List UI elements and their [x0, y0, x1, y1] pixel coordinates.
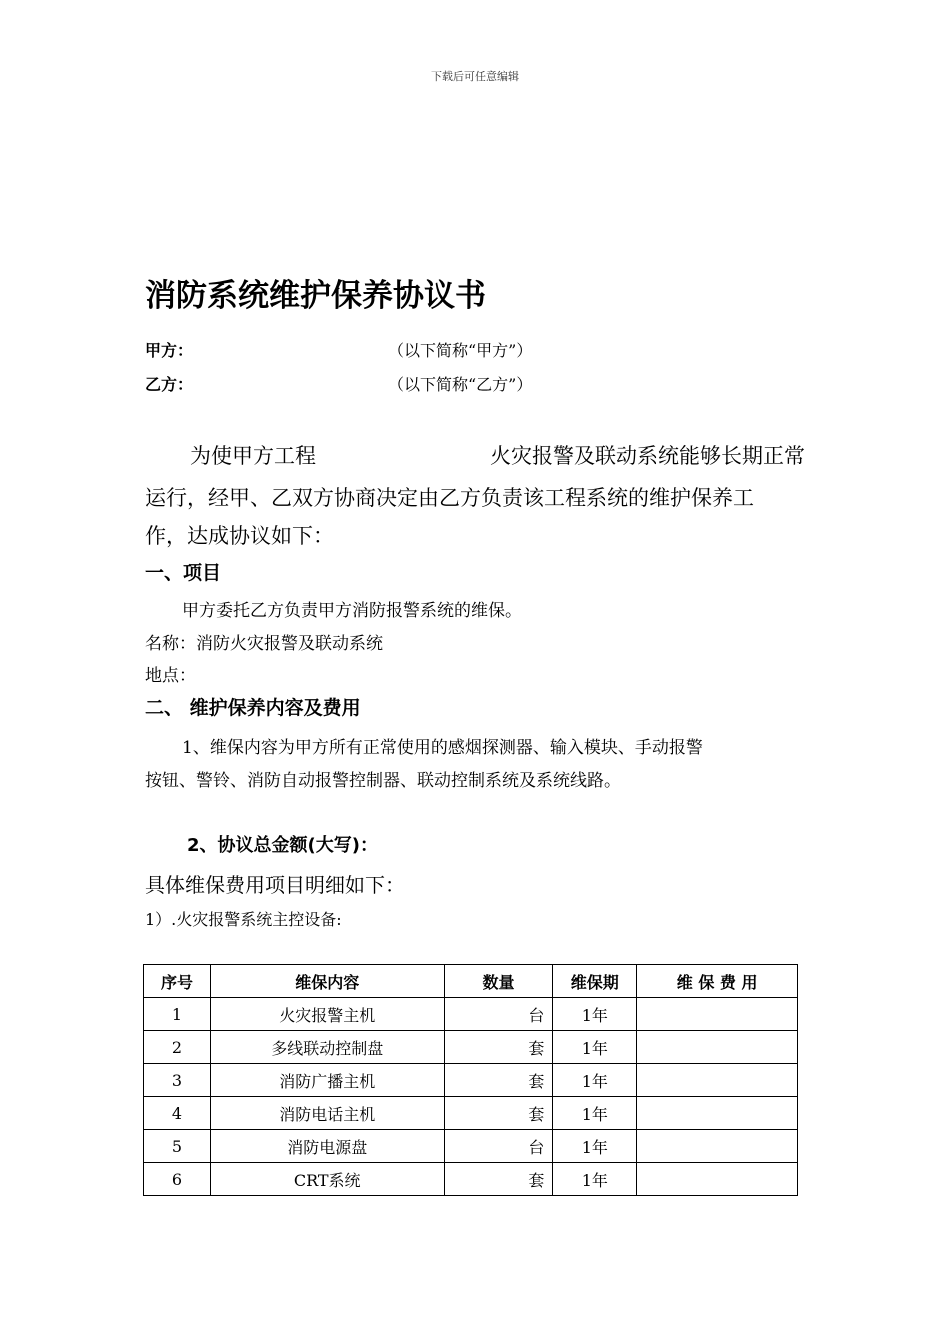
cell-period: 1年	[553, 1163, 637, 1196]
cell-fee	[637, 1031, 798, 1064]
cell-number: 5	[144, 1130, 211, 1163]
system-name-line: 名称：消防火灾报警及联动系统	[145, 634, 383, 654]
intro-line-1-end: 火灾报警及联动系统能够长期正常	[490, 444, 805, 468]
col-header-number: 序号	[144, 965, 211, 998]
cell-number: 4	[144, 1097, 211, 1130]
cell-content: CRT系统	[210, 1163, 444, 1196]
location-line: 地点：	[145, 666, 196, 686]
table-row	[144, 1064, 798, 1097]
section-2-heading: 二、 维护保养内容及费用	[145, 697, 361, 719]
cell-period: 1年	[553, 998, 637, 1031]
cell-number: 1	[144, 998, 211, 1031]
maintenance-scope-line-2: 按钮、警铃、消防自动报警控制器、联动控制系统及系统线路。	[145, 771, 621, 791]
cell-period: 1年	[553, 1031, 637, 1064]
cell-quantity: 套	[444, 1163, 553, 1196]
cell-content: 消防电源盘	[210, 1130, 444, 1163]
section-1-paragraph: 甲方委托乙方负责甲方消防报警系统的维保。	[182, 601, 522, 621]
cell-quantity: 台	[444, 998, 553, 1031]
section-1-heading: 一、项目	[145, 562, 222, 584]
equipment-subheading: 1）.火灾报警系统主控设备:	[145, 910, 342, 929]
cell-number: 3	[144, 1064, 211, 1097]
col-header-period: 维保期	[553, 965, 637, 998]
cell-content: 消防电话主机	[210, 1097, 444, 1130]
cell-quantity: 套	[444, 1031, 553, 1064]
cell-fee	[637, 1130, 798, 1163]
cell-fee	[637, 998, 798, 1031]
document-title: 消防系统维护保养协议书	[145, 278, 486, 314]
col-header-content: 维保内容	[210, 965, 444, 998]
intro-line-1-start: 为使甲方工程	[190, 444, 316, 468]
table-row	[144, 1130, 798, 1163]
table-row	[144, 1163, 798, 1196]
cell-fee	[637, 1163, 798, 1196]
cell-period: 1年	[553, 1130, 637, 1163]
fee-table	[143, 964, 798, 1196]
maintenance-scope-line-1: 1、维保内容为甲方所有正常使用的感烟探测器、输入模块、手动报警	[182, 738, 703, 758]
intro-line-2: 运行，经甲、乙双方协商决定由乙方负责该工程系统的维护保养工	[145, 486, 754, 510]
party-a-label: 甲方：	[145, 341, 194, 360]
table-row	[144, 1097, 798, 1130]
cell-quantity: 套	[444, 1097, 553, 1130]
table-row	[144, 1031, 798, 1064]
table-row	[144, 998, 798, 1031]
cell-number: 6	[144, 1163, 211, 1196]
col-header-fee: 维 保 费 用	[637, 965, 798, 998]
cell-fee	[637, 1064, 798, 1097]
cell-quantity: 套	[444, 1064, 553, 1097]
party-b-note: （以下简称“乙方”）	[388, 375, 533, 394]
party-a-note: （以下简称“甲方”）	[388, 341, 533, 360]
cell-number: 2	[144, 1031, 211, 1064]
table-header-row	[144, 965, 798, 998]
intro-line-3: 作，达成协议如下：	[145, 524, 334, 548]
party-b-label: 乙方：	[145, 375, 194, 394]
total-amount-line: 2、协议总金额(大写)：	[187, 835, 378, 856]
cell-period: 1年	[553, 1097, 637, 1130]
cell-period: 1年	[553, 1064, 637, 1097]
col-header-quantity: 数量	[444, 965, 553, 998]
cell-content: 多线联动控制盘	[210, 1031, 444, 1064]
cell-quantity: 台	[444, 1130, 553, 1163]
fee-detail-intro: 具体维保费用项目明细如下：	[145, 873, 405, 897]
header-note: 下载后可任意编辑	[431, 70, 519, 83]
cell-content: 火灾报警主机	[210, 998, 444, 1031]
cell-fee	[637, 1097, 798, 1130]
cell-content: 消防广播主机	[210, 1064, 444, 1097]
